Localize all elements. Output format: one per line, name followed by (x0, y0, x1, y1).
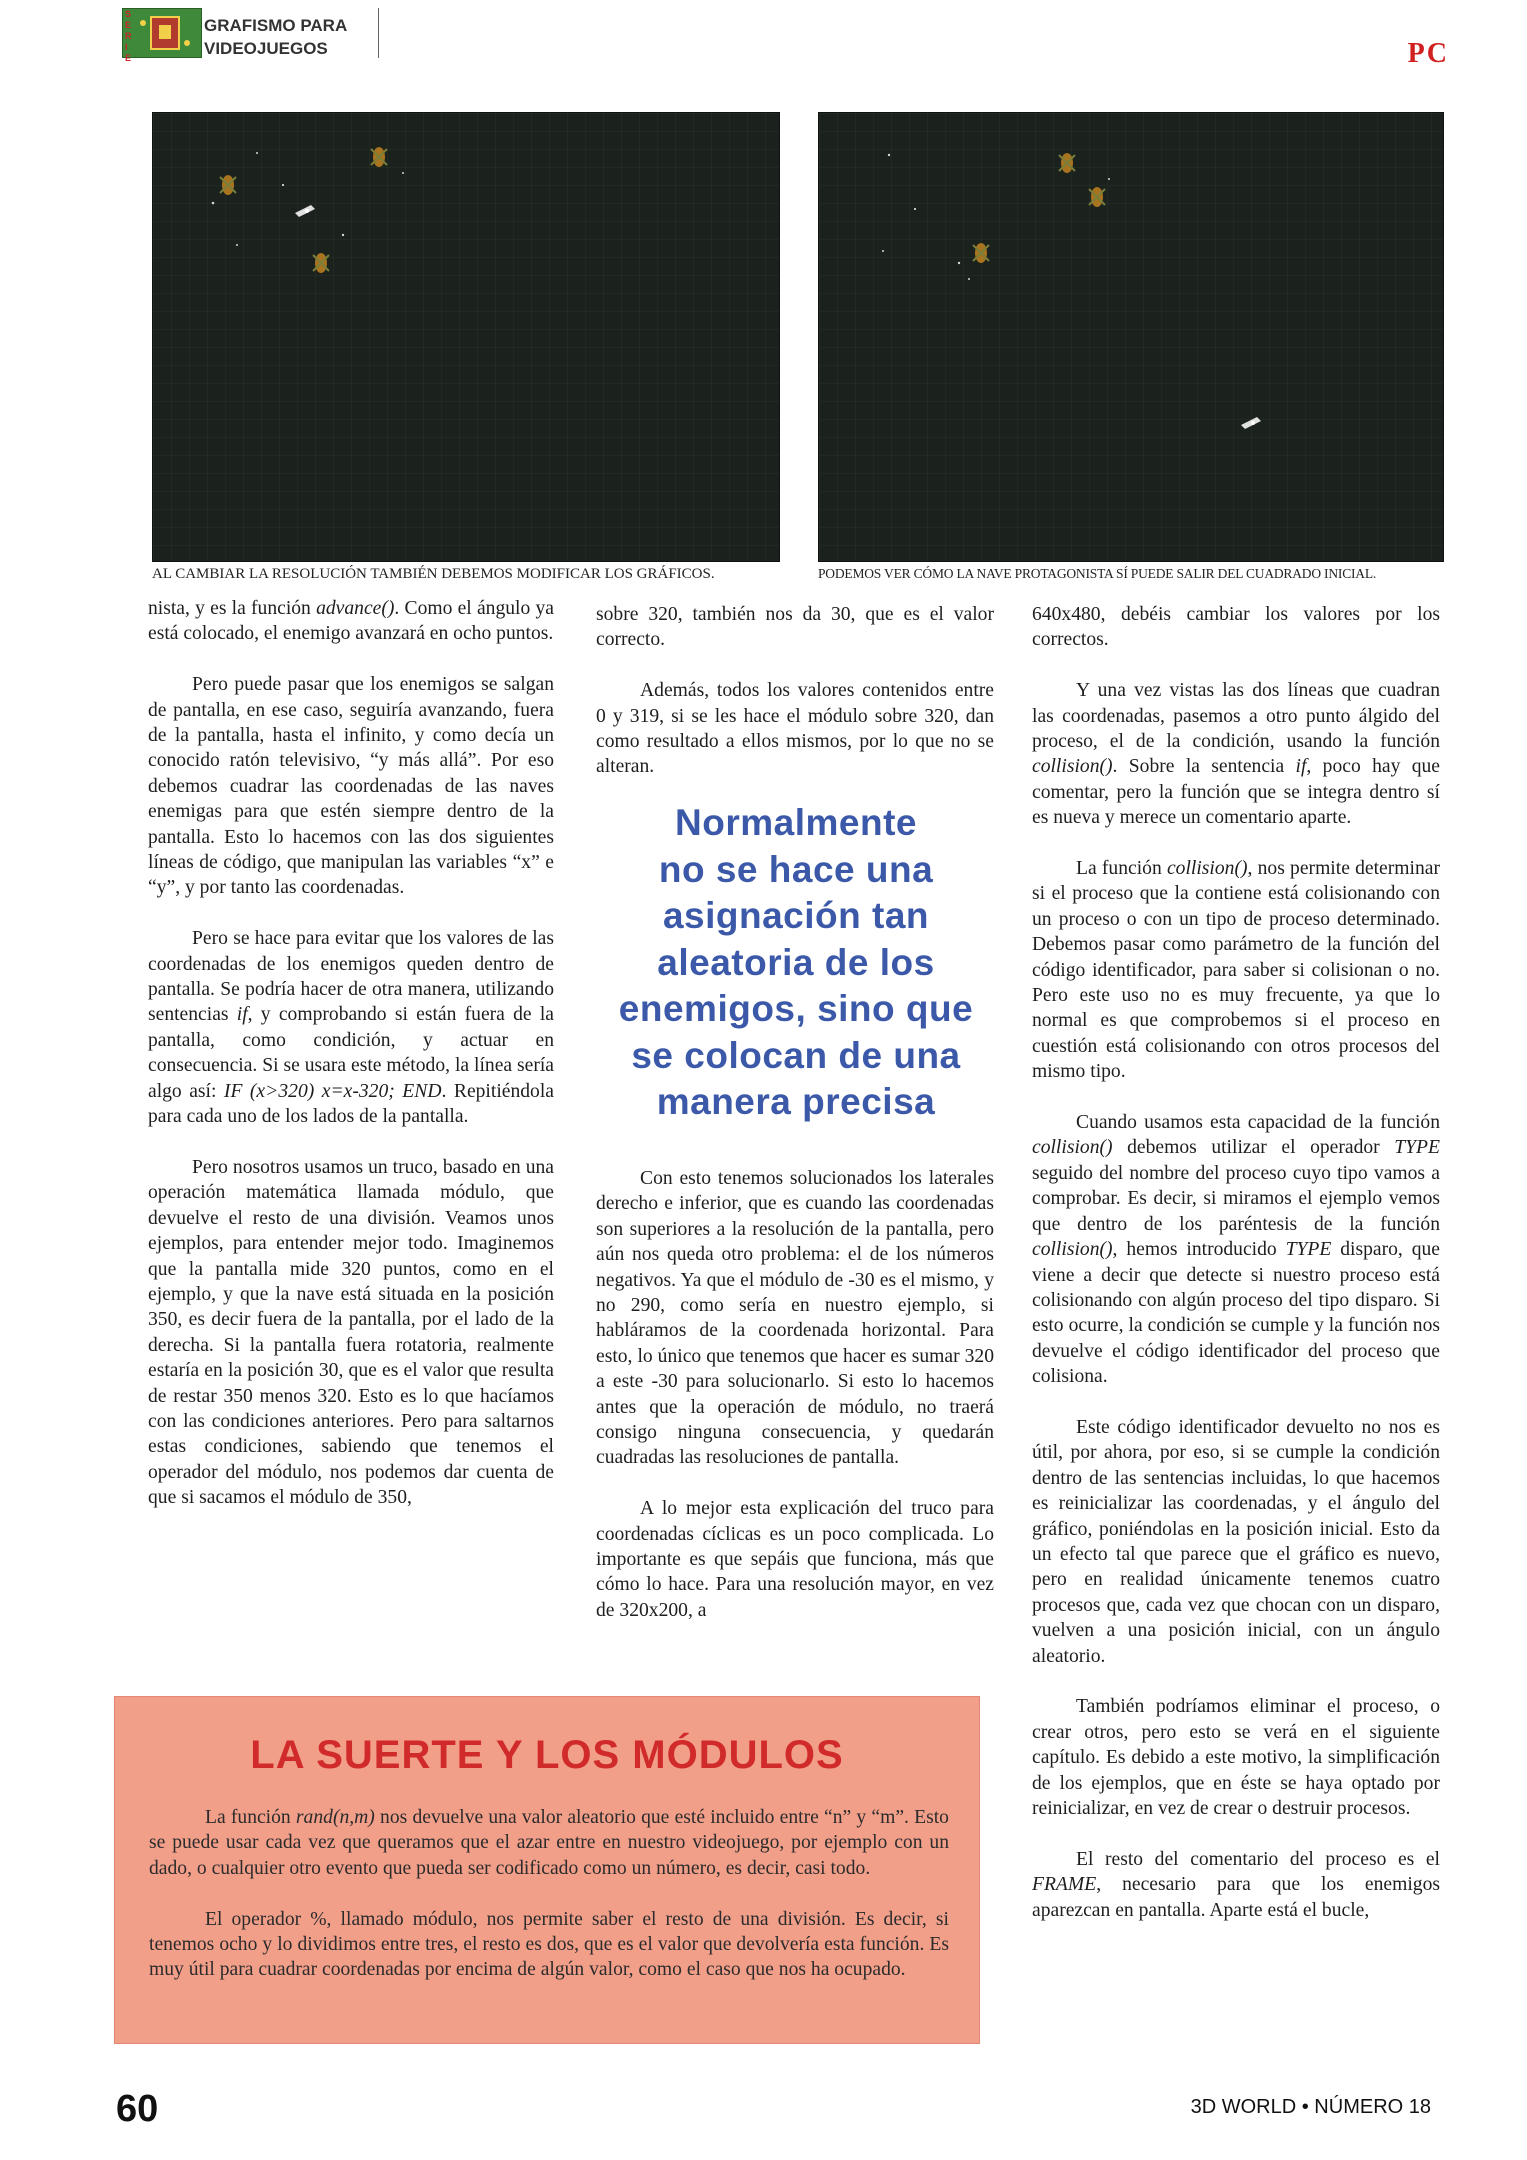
pull-quote-line: asignación tan (662, 895, 930, 936)
space-scene-2 (819, 113, 1443, 561)
paragraph: Este código identificador devuelto no nos es útil, por ahora, por eso, si se cumple la condición dentro de las sentencias incluidas, lo que hacemos es reinicializar las coordenadas, y el ángulo del gráfico, poniéndolas en la posición inicial. Esto da un efecto tal que parece que el gráfico es nuevo, pero en realidad únicamente tenemos cuatro procesos que, cada vez que chocan con un disparo, vuelven a una posición inicial, con un ángulo aleatorio. (1032, 1416, 1440, 1667)
text-column-3 (1032, 602, 1440, 1923)
paragraph: A lo mejor esta explicación del truco para coordenadas cíclicas es un poco complicada. Lo importante es que sepáis que funciona, más que cómo lo hace. Para una resolución mayor, en vez de 320x200, a (596, 1498, 994, 1621)
enemy-ship-icon (1089, 187, 1105, 207)
paragraph: Pero nosotros usamos un truco, basado en una operación matemática llamada módulo, que devuelve el resto de una división. Veamos unos ejemplos, para entender mejor todo. Imaginemos que la pantalla mide 320 puntos, como en el ejemplo, y que la nave está situada en la posición 350, es decir fuera de la pantalla, por el lado de la derecha. Si la pantalla fuera rotatoria, realmente estaría en la posición 30, que es el valor que resulta de restar 350 menos 320. Esto es lo que hacíamos con las condiciones anteriores. Pero para saltarnos estas condiciones, sabiendo que tenemos el operador del módulo, nos podemos dar cuenta de que si sacamos el módulo de 350, (148, 1156, 554, 1509)
enemy-ship-icon (313, 253, 329, 273)
figure-caption-2: PODEMOS VER CÓMO LA NAVE PROTAGONISTA SÍ PUEDE SALIR DEL CUADRADO INICIAL. (818, 566, 1377, 581)
sidebar-paragraph: El operador %, llamado módulo, nos permite saber el resto de una división. Es decir, si tenemos ocho y lo dividimos entre tres, el resto es dos, que es el valor que devolvería esta función. Es muy útil para cuadrar coordenadas por encima de algún valor, como el caso que nos ha ocupado. (149, 1908, 949, 1981)
paragraph: 640x480, debéis cambiar los valores por los correctos. (1032, 604, 1440, 651)
sidebar-body (149, 1805, 949, 2008)
text-column-1 (148, 596, 554, 1511)
pull-quote (592, 800, 1000, 1126)
paragraph: Pero se hace para evitar que los valores de las coordenadas de los enemigos queden dentro de pantalla. Se podría hacer de otra manera, utilizando sentencias if, y comprobando si están fuera de la pantalla, como condición, y actuar en consecuencia. Si se usara este método, la línea sería algo así: IF (x>320) x=x-320; END. Repitiéndola para cada uno de los lados de la pantalla. (148, 928, 554, 1128)
magazine-issue: 3D WORLD • NÚMERO 18 (1190, 2096, 1431, 2118)
pull-quote-line: no se hace una (658, 848, 934, 890)
serie-logo (122, 8, 202, 63)
enemy-ship-icon (371, 147, 387, 167)
paragraph: nista, y es la función advance(). Como el ángulo ya está colocado, el enemigo avanzará en ocho puntos. (148, 598, 554, 645)
page-number: 60 (116, 2088, 159, 2130)
enemy-ship-icon (220, 175, 236, 195)
pull-quote-line: manera precisa (656, 1081, 936, 1122)
pull-quote-line: Normalmente (675, 802, 917, 843)
logo-serie-letters: S E R I E (125, 9, 132, 63)
sidebar-paragraph: La función rand(n,m) nos devuelve una valor aleatorio que esté incluido entre “n” y “m”. Esto se puede usar cada vez que queramos que el azar entre en nuestro videojuego, por ejemplo con un dado, o cualquier otro evento que pueda ser codificado como un número, es decir, casi todo. (149, 1807, 949, 1879)
paragraph: La función collision(), nos permite determinar si el proceso que la contiene está colisionando con un proceso o con un tipo de proceso determinado. Debemos pasar como parámetro de la función del código identificador, para saber si colisionan o no. Pero este uso no es muy frecuente, ya que lo normal es que comprobemos si el proceso en cuestión está colisionando con otros procesos del mismo tipo. (1032, 858, 1440, 1083)
paragraph: Pero puede pasar que los enemigos se salgan de pantalla, en ese caso, seguiría avanzando, fuera de la pantalla, hasta el infinito, y como decía un conocido ratón televisivo, “y más allá”. Por eso debemos cuadrar las coordenadas de las naves enemigas para que estén siempre dentro de la pantalla. Esto lo hacemos con las dos siguientes líneas de código, que manipulan las variables “x” e “y”, y por tanto las coordenadas. (148, 674, 554, 899)
section-tag: PC (1407, 38, 1449, 69)
game-screenshot-1 (152, 112, 780, 562)
paragraph: sobre 320, también nos da 30, que es el valor correcto. (596, 604, 994, 651)
pull-quote-line: enemigos, sino que (618, 988, 974, 1029)
space-scene-1 (153, 113, 779, 561)
sidebar-box (114, 1696, 980, 2044)
game-screenshot-2 (818, 112, 1444, 562)
figure-caption-1: AL CAMBIAR LA RESOLUCIÓN TAMBIÉN DEBEMOS MODIFICAR LOS GRÁFICOS. (152, 566, 715, 582)
enemy-ship-icon (973, 243, 989, 263)
player-ship-icon (295, 205, 315, 217)
sidebar-title: LA SUERTE Y LOS MÓDULOS (250, 1733, 844, 1777)
paragraph: Cuando usamos esta capacidad de la función collision() debemos utilizar el operador TYPE seguido del nombre del proceso cuyo tipo vamos a comprobar. Es decir, si miramos el ejemplo vemos que dentro de los paréntesis de la función collision(), hemos introducido TYPE disparo, que viene a decir que detecte si nuestro proceso está colisionando con algún proceso del tipo disparo. Si esto ocurre, la condición se cumple y la función nos devuelve el código identificador del proceso que colisiona. (1032, 1112, 1440, 1388)
paragraph: Y una vez vistas las dos líneas que cuadran las coordenadas, pasemos a otro punto álgido del proceso, el de la condición, usando la función collision(). Sobre la sentencia if, poco hay que comentar, pero la función que se integra dentro sí es nueva y merece un comentario aparte. (1032, 680, 1440, 829)
paragraph: Con esto tenemos solucionados los laterales derecho e inferior, que es cuando las coordenadas son superiores a la resolución de la pantalla, pero aún nos queda otro problema: el de los números negativos. Ya que el módulo de -30 es el mismo, y no 290, como sería en nuestro ejemplo, si habláramos de la coordenada horizontal. Para esto, lo único que tenemos que hacer es sumar 320 a este -30 para solucionarlo. Si esto lo hacemos antes que la operación de módulo, no traerá consigo ninguna consecuencia, y quedarán cuadradas las resoluciones de pantalla. (596, 1168, 994, 1469)
paragraph: Además, todos los valores contenidos entre 0 y 319, si se les hace el módulo sobre 320, dan como resultado a ellos mismos, por lo que no se alteran. (596, 680, 994, 778)
pull-quote-line: aleatoria de los (657, 941, 935, 983)
crest-icon (123, 9, 201, 57)
text-column-2-continued (596, 1166, 994, 1623)
player-ship-icon (1241, 417, 1261, 429)
series-title: GRAFISMO PARA VIDEOJUEGOS (204, 16, 348, 58)
paragraph: También podríamos eliminar el proceso, o crear otros, pero esto se verá en el siguiente capítulo. Es debido a este motivo, la simplificación de los ejemplos, que en éste se haya optado por reinicializar, en vez de crear o destruir procesos. (1032, 1696, 1440, 1820)
pull-quote-line: se colocan de una (631, 1034, 961, 1076)
text-column-2 (596, 602, 994, 780)
stars (212, 152, 404, 246)
paragraph: El resto del comentario del proceso es el FRAME, necesario para que los enemigos aparezcan en pantalla. Aparte está el bucle, (1032, 1848, 1440, 1921)
header-divider (378, 8, 379, 58)
stars (882, 154, 1110, 280)
enemy-ship-icon (1059, 153, 1075, 173)
